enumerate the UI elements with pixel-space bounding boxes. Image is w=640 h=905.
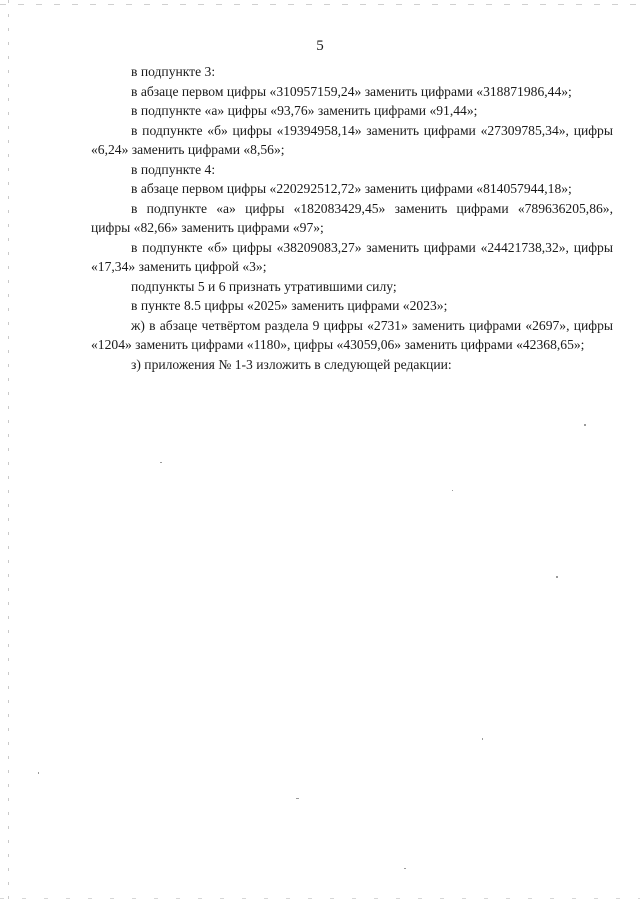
- scan-edge-bottom: [0, 898, 640, 899]
- paragraph-item-8-5: в пункте 8.5 цифры «2025» заменить цифрами «2023»;: [131, 298, 448, 313]
- page-number: 5: [316, 38, 324, 54]
- scan-speck: [482, 738, 483, 740]
- scan-speck: [556, 576, 558, 578]
- scan-speck: [584, 424, 586, 426]
- scan-speck: [296, 798, 299, 799]
- paragraph-subitem-3-b: в подпункте «б» цифры «19394958,14» заменить цифрами «27309785,34», цифры «6,24» заменить цифрами «8,56»;: [91, 122, 613, 157]
- paragraph-subitem-4-a: в подпункте «а» цифры «182083429,45» заменить цифрами «789636205,86», цифры «82,66» заменить цифрами «97»;: [91, 200, 613, 235]
- paragraph-zh: ж) в абзаце четвёртом раздела 9 цифры «2731» заменить цифрами «2697», цифры «1204» заменить цифрами «1180», цифры «43059,06» заменить цифрами «42368,65»;: [91, 317, 613, 352]
- scan-speck: [38, 772, 39, 774]
- paragraph-subitem-4-first-abzac: в абзаце первом цифры «220292512,72» заменить цифрами «814057944,18»;: [131, 181, 572, 196]
- paragraph-subitem-4: в подпункте 4:: [131, 161, 216, 177]
- document-body: [91, 62, 613, 374]
- paragraph-subitems-5-6: подпункты 5 и 6 признать утратившими силу;: [131, 278, 397, 294]
- scan-edge-left: [8, 0, 9, 905]
- paragraph-z: з) приложения № 1-3 изложить в следующей редакции:: [131, 356, 452, 372]
- paragraph-subitem-3: в подпункте 3:: [131, 64, 216, 79]
- paragraph-subitem-3-a: в подпункте «а» цифры «93,76» заменить цифрами «91,44»;: [131, 103, 478, 118]
- paragraph-subitem-3-first-abzac: в абзаце первом цифры «310957159,24» заменить цифрами «318871986,44»;: [131, 83, 572, 99]
- scan-speck: [452, 490, 453, 491]
- scan-edge-top: [0, 4, 640, 5]
- paragraph-subitem-4-b: в подпункте «б» цифры «38209083,27» заменить цифрами «24421738,32», цифры «17,34» заменить цифрой «3»;: [91, 239, 613, 274]
- scan-speck: [160, 462, 162, 463]
- scan-speck: [404, 868, 406, 869]
